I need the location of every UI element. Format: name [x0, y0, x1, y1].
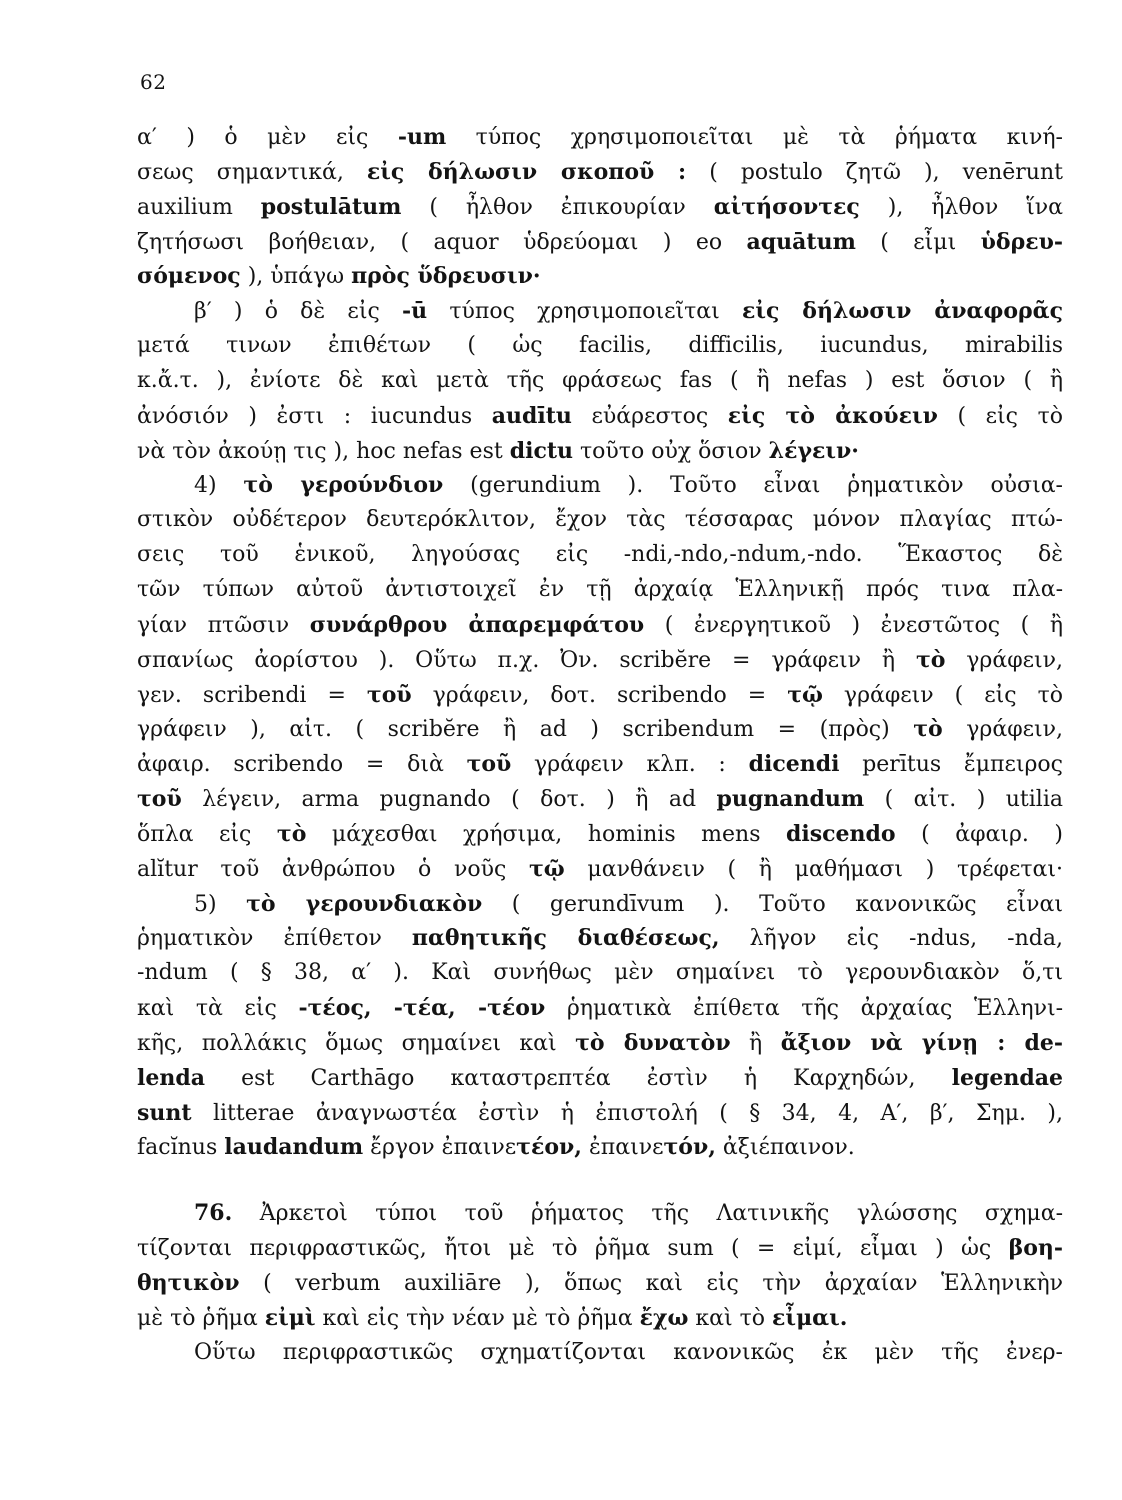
text-segment: perītus ἔμπειρος	[839, 752, 1063, 778]
text-segment: ), ὑπάγω	[240, 264, 352, 290]
bold-text-segment: τὸ γερούνδιον	[243, 472, 444, 499]
text-segment: β′ ) ὁ δὲ εἰς	[194, 299, 402, 325]
text-segment: ζητήσωσι βοήθειαν, ( aquor ὑδρεύομαι ) eo	[137, 229, 747, 255]
text-segment: σεως σημαντικά,	[137, 159, 367, 185]
text-line	[137, 1026, 1063, 1061]
text-segment: facĭnus	[137, 1135, 225, 1161]
text-segment: ( verbum auxiliāre ), ὅπως καὶ εἰς τὴν ἀρχαίαν Ἑλληνικὴν	[239, 1271, 1063, 1296]
text-line	[137, 956, 1063, 991]
text-segment: Ἀρκετοὶ τύποι τοῦ ῥήματος τῆς Λατινικῆς γλώσσης σχημα-	[232, 1201, 1063, 1227]
text-segment: λῆγον εἰς -ndus, -nda,	[719, 926, 1063, 952]
text-segment: ἀνόσιόν ) ἐστι : iucundus	[137, 403, 492, 429]
bold-text-segment: εἰς τὸ ἀκούειν	[727, 402, 938, 429]
text-segment: ( εἰς τὸ	[937, 403, 1063, 429]
bold-text-segment: θητικὸν	[137, 1270, 240, 1296]
text-segment: ῥηματικὸν ἐπίθετον	[137, 926, 412, 952]
text-segment: γράφειν ), αἰτ. ( scribĕre ἢ ad ) scribendum = (πρὸς)	[137, 717, 914, 743]
text-segment: ( ἦλθον ἐπικουρίαν	[401, 194, 714, 220]
text-segment: καὶ τὰ εἰς	[137, 996, 299, 1022]
bold-text-segment: ἔχω	[639, 1304, 689, 1331]
text-segment: σπανίως ἀορίστου ). Οὕτω π.χ. Ὀν. scribĕre = γράφειν ἢ	[137, 647, 916, 673]
bold-text-segment: τέον,	[516, 1134, 582, 1161]
text-line	[137, 817, 1063, 852]
text-segment: γράφειν, δοτ. scribendo =	[411, 682, 788, 708]
bold-text-segment: postulātum	[260, 193, 402, 220]
text-line	[137, 1336, 1063, 1371]
text-segment: ), ἦλθον ἵνα	[859, 194, 1063, 220]
text-line	[137, 468, 1063, 503]
bold-text-segment: aquātum	[746, 228, 856, 255]
text-line	[137, 503, 1063, 538]
bold-text-segment: dictu	[509, 437, 573, 464]
text-line	[137, 1061, 1063, 1096]
text-line	[137, 1196, 1063, 1231]
text-segment: ( postulo ζητῶ ), venērunt	[686, 159, 1063, 185]
bold-text-segment: τοῦ	[137, 786, 182, 813]
bold-text-segment: παθητικῆς διαθέσεως,	[411, 925, 720, 952]
bold-text-segment: εἰμὶ	[264, 1304, 316, 1331]
text-segment: ἀξιέπαινον.	[715, 1135, 855, 1161]
text-segment: στικὸν οὐδέτερον δευτερόκλιτον, ἔχον τὰς τέσσαρας μόνον πλαγίας πτώ-	[137, 507, 1063, 533]
text-segment: ἢ	[730, 1030, 781, 1056]
bold-text-segment: ὑδρευ-	[980, 228, 1063, 255]
text-segment: τύπος χρησιμοποιεῖται	[427, 299, 742, 325]
bold-text-segment: τῷ	[787, 681, 823, 708]
bold-text-segment: τοῦ	[466, 751, 512, 778]
text-segment: γράφειν,	[942, 717, 1063, 743]
bold-text-segment: σόμενος	[137, 263, 241, 290]
text-segment: γίαν πτῶσιν	[137, 612, 310, 638]
text-segment: est Carthāgo καταστρεπτέα ἐστὶν ἡ Καρχηδών,	[205, 1065, 952, 1091]
bold-text-segment: τὸ γερουνδιακὸν	[246, 890, 483, 917]
text-line	[137, 852, 1063, 887]
text-segment: alĭtur τοῦ ἀνθρώπου ὁ νοῦς	[137, 856, 529, 882]
text-line	[137, 712, 1063, 747]
text-segment: τοῦτο οὐχ ὅσιον	[573, 438, 769, 464]
bold-text-segment: discendo	[786, 820, 896, 847]
text-segment: Οὕτω περιφραστικῶς σχηματίζονται κανονικῶς ἐκ μὲν τῆς ἐνερ-	[194, 1339, 1063, 1365]
text-line	[137, 678, 1063, 713]
text-segment: ἀφαιρ. scribendo = διὰ	[137, 752, 467, 778]
text-segment: κῆς, πολλάκις ὅμως σημαίνει καὶ	[137, 1030, 576, 1056]
text-line	[137, 608, 1063, 643]
text-line	[137, 364, 1063, 399]
bold-text-segment: pugnandum	[716, 786, 865, 813]
bold-text-segment: πρὸς ὕδρευσιν·	[351, 263, 541, 290]
bold-text-segment: -ū	[402, 298, 428, 325]
text-segment: σεις τοῦ ἑνικοῦ, ληγούσας εἰς -ndi,-ndo,-ndum,-ndo. Ἕκαστος δὲ	[137, 542, 1063, 568]
text-segment: -ndum ( § 38, α′ ). Καὶ συνήθως μὲν σημαίνει τὸ γερουνδιακὸν ὅ,τι	[137, 960, 1063, 986]
bold-text-segment: εἰς δήλωσιν ἀναφορᾶς	[741, 298, 1063, 325]
bold-text-segment: συνάρθρου ἀπαρεμφάτου	[309, 611, 645, 638]
bold-text-segment: audītu	[491, 402, 572, 429]
text-segment: τῶν τύπων αὐτοῦ ἀντιστοιχεῖ ἐν τῇ ἀρχαίᾳ Ἑλληνικῇ πρός τινα πλα-	[137, 576, 1063, 602]
text-segment: γράφειν,	[945, 647, 1063, 673]
text-segment: μὲ τὸ ῥῆμα	[137, 1305, 265, 1331]
text-segment: 4)	[194, 473, 244, 499]
text-segment: νὰ τὸν ἀκούῃ τις ), hoc nefas est	[137, 438, 510, 464]
text-segment: γράφειν ( εἰς τὸ	[822, 682, 1063, 708]
text-segment: ἐπαινε	[581, 1135, 664, 1161]
text-line	[137, 294, 1063, 329]
text-segment: εὐάρεστος	[571, 403, 728, 429]
text-segment: γεν. scribendi =	[137, 682, 367, 708]
page-number: 62	[140, 70, 167, 94]
text-segment: ἔργον ἐπαινε	[363, 1135, 517, 1161]
text-segment: litterae ἀναγνωστέα ἐστὶν ἡ ἐπιστολή ( § 34, 4, Α′, β′, Σημ. ),	[191, 1100, 1063, 1126]
bold-text-segment: τὸ	[913, 716, 943, 743]
text-segment: γράφειν κλπ. :	[511, 752, 749, 778]
bold-text-segment: τόν,	[663, 1134, 716, 1161]
text-segment: ( ἀφαιρ. )	[895, 821, 1063, 847]
bold-text-segment: 76.	[194, 1200, 233, 1227]
text-line	[137, 643, 1063, 678]
text-segment: τίζονται περιφραστικῶς, ἤτοι μὲ τὸ ῥῆμα sum ( = εἰμί, εἶμαι ) ὡς	[137, 1236, 1009, 1262]
text-line	[137, 259, 1063, 294]
text-segment: auxilium	[137, 194, 261, 220]
bold-text-segment: τοῦ	[366, 681, 412, 708]
text-segment: ( εἶμι	[855, 229, 981, 255]
bold-text-segment: εἰς δήλωσιν σκοποῦ :	[366, 158, 687, 185]
text-segment: μετά τινων ἐπιθέτων ( ὡς facilis, difficilis, iucundus, mirabilis	[137, 333, 1063, 359]
bold-text-segment: laudandum	[224, 1134, 364, 1161]
text-segment: τύπος χρησιμοποιεῖται μὲ τὰ ῥήματα κινή-	[446, 125, 1063, 150]
text-segment: λέγειν, arma pugnando ( δοτ. ) ἢ ad	[181, 787, 717, 813]
text-line	[137, 399, 1063, 434]
text-line	[137, 1096, 1063, 1131]
text-segment: ( gerundīvum ). Τοῦτο κανονικῶς εἶναι	[482, 891, 1063, 917]
text-line	[137, 991, 1063, 1026]
bold-text-segment: dicendi	[748, 751, 840, 778]
bold-text-segment: εἶμαι.	[772, 1304, 848, 1331]
text-line	[137, 329, 1063, 364]
text-line	[137, 887, 1063, 922]
text-line	[137, 538, 1063, 573]
bold-text-segment: -τέος, -τέα, -τέον	[298, 995, 546, 1022]
bold-text-segment: ἄξιον νὰ γίνῃ : de-	[780, 1029, 1064, 1056]
text-line	[137, 573, 1063, 608]
text-segment: μάχεσθαι χρήσιμα, hominis mens	[306, 821, 787, 847]
text-line	[137, 225, 1063, 260]
text-line	[137, 155, 1063, 190]
text-segment: 5)	[194, 891, 247, 917]
text-segment: (gerundium ). Τοῦτο εἶναι ῥηματικὸν οὐσια-	[443, 473, 1063, 499]
text-segment: ὅπλα εἰς	[137, 821, 277, 847]
bold-text-segment: -um	[397, 124, 447, 150]
text-segment: ( ἐνεργητικοῦ ) ἐνεστῶτος ( ἢ	[644, 612, 1064, 638]
bold-text-segment: λέγειν·	[768, 437, 859, 464]
bold-text-segment: sunt	[137, 1099, 192, 1126]
bold-text-segment: αἰτήσοντες	[713, 193, 860, 220]
bold-text-segment: τὸ	[276, 820, 307, 847]
bold-text-segment: τῷ	[528, 855, 565, 882]
text-segment: κ.ἄ.τ. ), ἐνίοτε δὲ καὶ μετὰ τῆς φράσεως fas ( ἢ nefas ) est ὅσιον ( ἢ	[137, 367, 1063, 393]
text-segment: καὶ εἰς τὴν νέαν μὲ τὸ ῥῆμα	[315, 1305, 640, 1331]
text-segment: α′ ) ὁ μὲν εἰς	[137, 125, 398, 150]
text-line	[137, 1130, 1063, 1165]
bold-text-segment: τὸ	[915, 646, 946, 673]
text-segment: ( αἰτ. ) utilia	[864, 787, 1063, 813]
bold-text-segment: legendae	[951, 1064, 1063, 1091]
text-segment: μανθάνειν ( ἢ μαθήμασι ) τρέφεται·	[564, 856, 1063, 882]
text-line	[137, 120, 1063, 155]
text-line	[137, 747, 1063, 782]
text-line	[137, 1231, 1063, 1266]
text-segment: καὶ τὸ	[688, 1305, 773, 1331]
body-text	[137, 120, 1063, 1371]
text-line	[137, 434, 1063, 469]
bold-text-segment: βοη-	[1008, 1235, 1063, 1262]
text-line	[137, 190, 1063, 225]
text-line	[137, 1266, 1063, 1301]
text-line	[137, 782, 1063, 817]
text-segment: ῥηματικὰ ἐπίθετα τῆς ἀρχαίας Ἑλληνι-	[545, 996, 1063, 1022]
bold-text-segment: lenda	[137, 1064, 205, 1091]
text-line	[137, 1301, 1063, 1336]
text-line	[137, 921, 1063, 956]
bold-text-segment: τὸ δυνατὸν	[575, 1029, 731, 1056]
